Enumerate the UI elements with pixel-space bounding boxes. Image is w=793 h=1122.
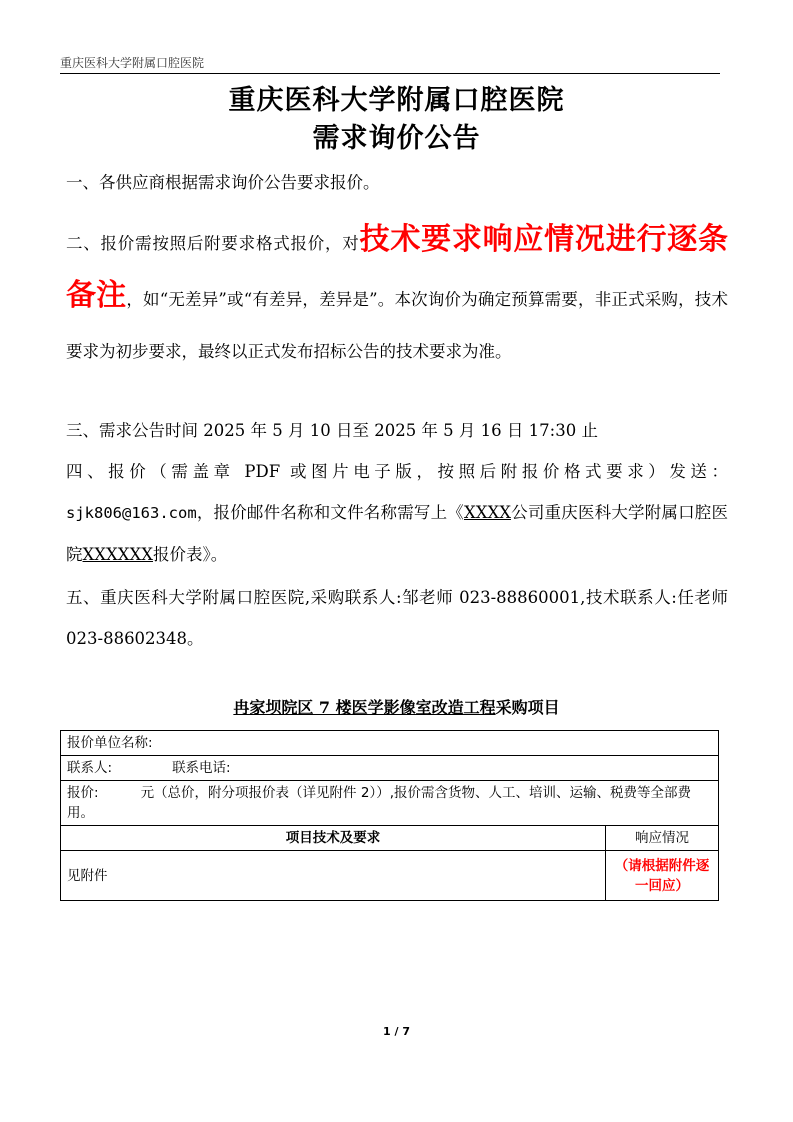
table-title-suffix: 采购项目 xyxy=(495,698,560,717)
table-row xyxy=(61,756,719,781)
table-title xyxy=(0,695,793,718)
running-header xyxy=(60,55,720,74)
table-row xyxy=(61,731,719,756)
price-label: 报价: xyxy=(67,785,99,801)
item-4-text-a: 四、报价（需盖章 PDF 或图片电子版，按照后附报价格式要求）发送： xyxy=(66,462,728,481)
document-title-line2: 需求询价公告 xyxy=(312,123,481,154)
quotation-table xyxy=(60,730,719,901)
requirements-cell: 见附件 xyxy=(61,851,606,901)
item-2-red-emphasis: 技术要求响应情况进行逐条备注 xyxy=(66,222,729,313)
table-title-project: 冉家坝院区 7 楼医学影像室改造工程 xyxy=(233,698,496,717)
item-4-placeholder-company: XXXX xyxy=(463,503,511,522)
item-5: 五、重庆医科大学附属口腔医院,采购联系人:邹老师 023-88860001,技术联系人:任老师 023-88602348。 xyxy=(66,588,728,648)
item-1: 一、各供应商根据需求询价公告要求报价。 xyxy=(66,173,380,192)
header-text: 重庆医科大学附属口腔医院 xyxy=(60,56,205,70)
phone-label: 联系电话: xyxy=(172,760,231,776)
item-4-text-d: 报价表》。 xyxy=(152,545,228,564)
table-header-row xyxy=(61,826,719,851)
contact-label: 联系人: xyxy=(67,760,113,776)
item-2 xyxy=(66,214,728,378)
unit-name-label: 报价单位名称: xyxy=(67,735,153,751)
table-row xyxy=(61,781,719,826)
item-4-text-c: 公司重庆医科大学附属口腔医院 xyxy=(66,503,729,564)
table-row xyxy=(61,851,719,901)
item-4-placeholder-code: XXXXXX xyxy=(82,545,153,564)
contact-cell[interactable] xyxy=(61,756,719,781)
item-4 xyxy=(66,451,728,575)
col-header-requirements: 项目技术及要求 xyxy=(61,826,606,851)
item-3: 三、需求公告时间 2025 年 5 月 10 日至 2025 年 5 月 16 日 17:30 止 xyxy=(66,421,598,440)
item-2-text-b: ，如“无差异”或“有差异，差异是”。本次询价为确定预算需要，非正式采购，技术要求为初步要求，最终以正式发布招标公告的技术要求为准。 xyxy=(66,290,728,361)
document-title-line1: 重庆医科大学附属口腔医院 xyxy=(228,85,565,116)
page-number: 1 / 7 xyxy=(383,1025,410,1038)
item-2-text-a: 二、报价需按照后附要求格式报价，对 xyxy=(66,234,360,253)
response-cell[interactable]: （请根据附件逐一回应） xyxy=(606,851,719,901)
col-header-response: 响应情况 xyxy=(606,826,719,851)
price-text: 元（总价，附分项报价表（详见附件 2））,报价需含货物、人工、培训、运输、税费等全部费用。 xyxy=(67,785,691,821)
unit-name-cell[interactable] xyxy=(61,731,719,756)
price-cell[interactable] xyxy=(61,781,719,826)
item-4-text-b: ，报价邮件名称和文件名称需写上《 xyxy=(196,503,464,522)
email-address[interactable]: sjk806@163.com xyxy=(66,504,197,522)
